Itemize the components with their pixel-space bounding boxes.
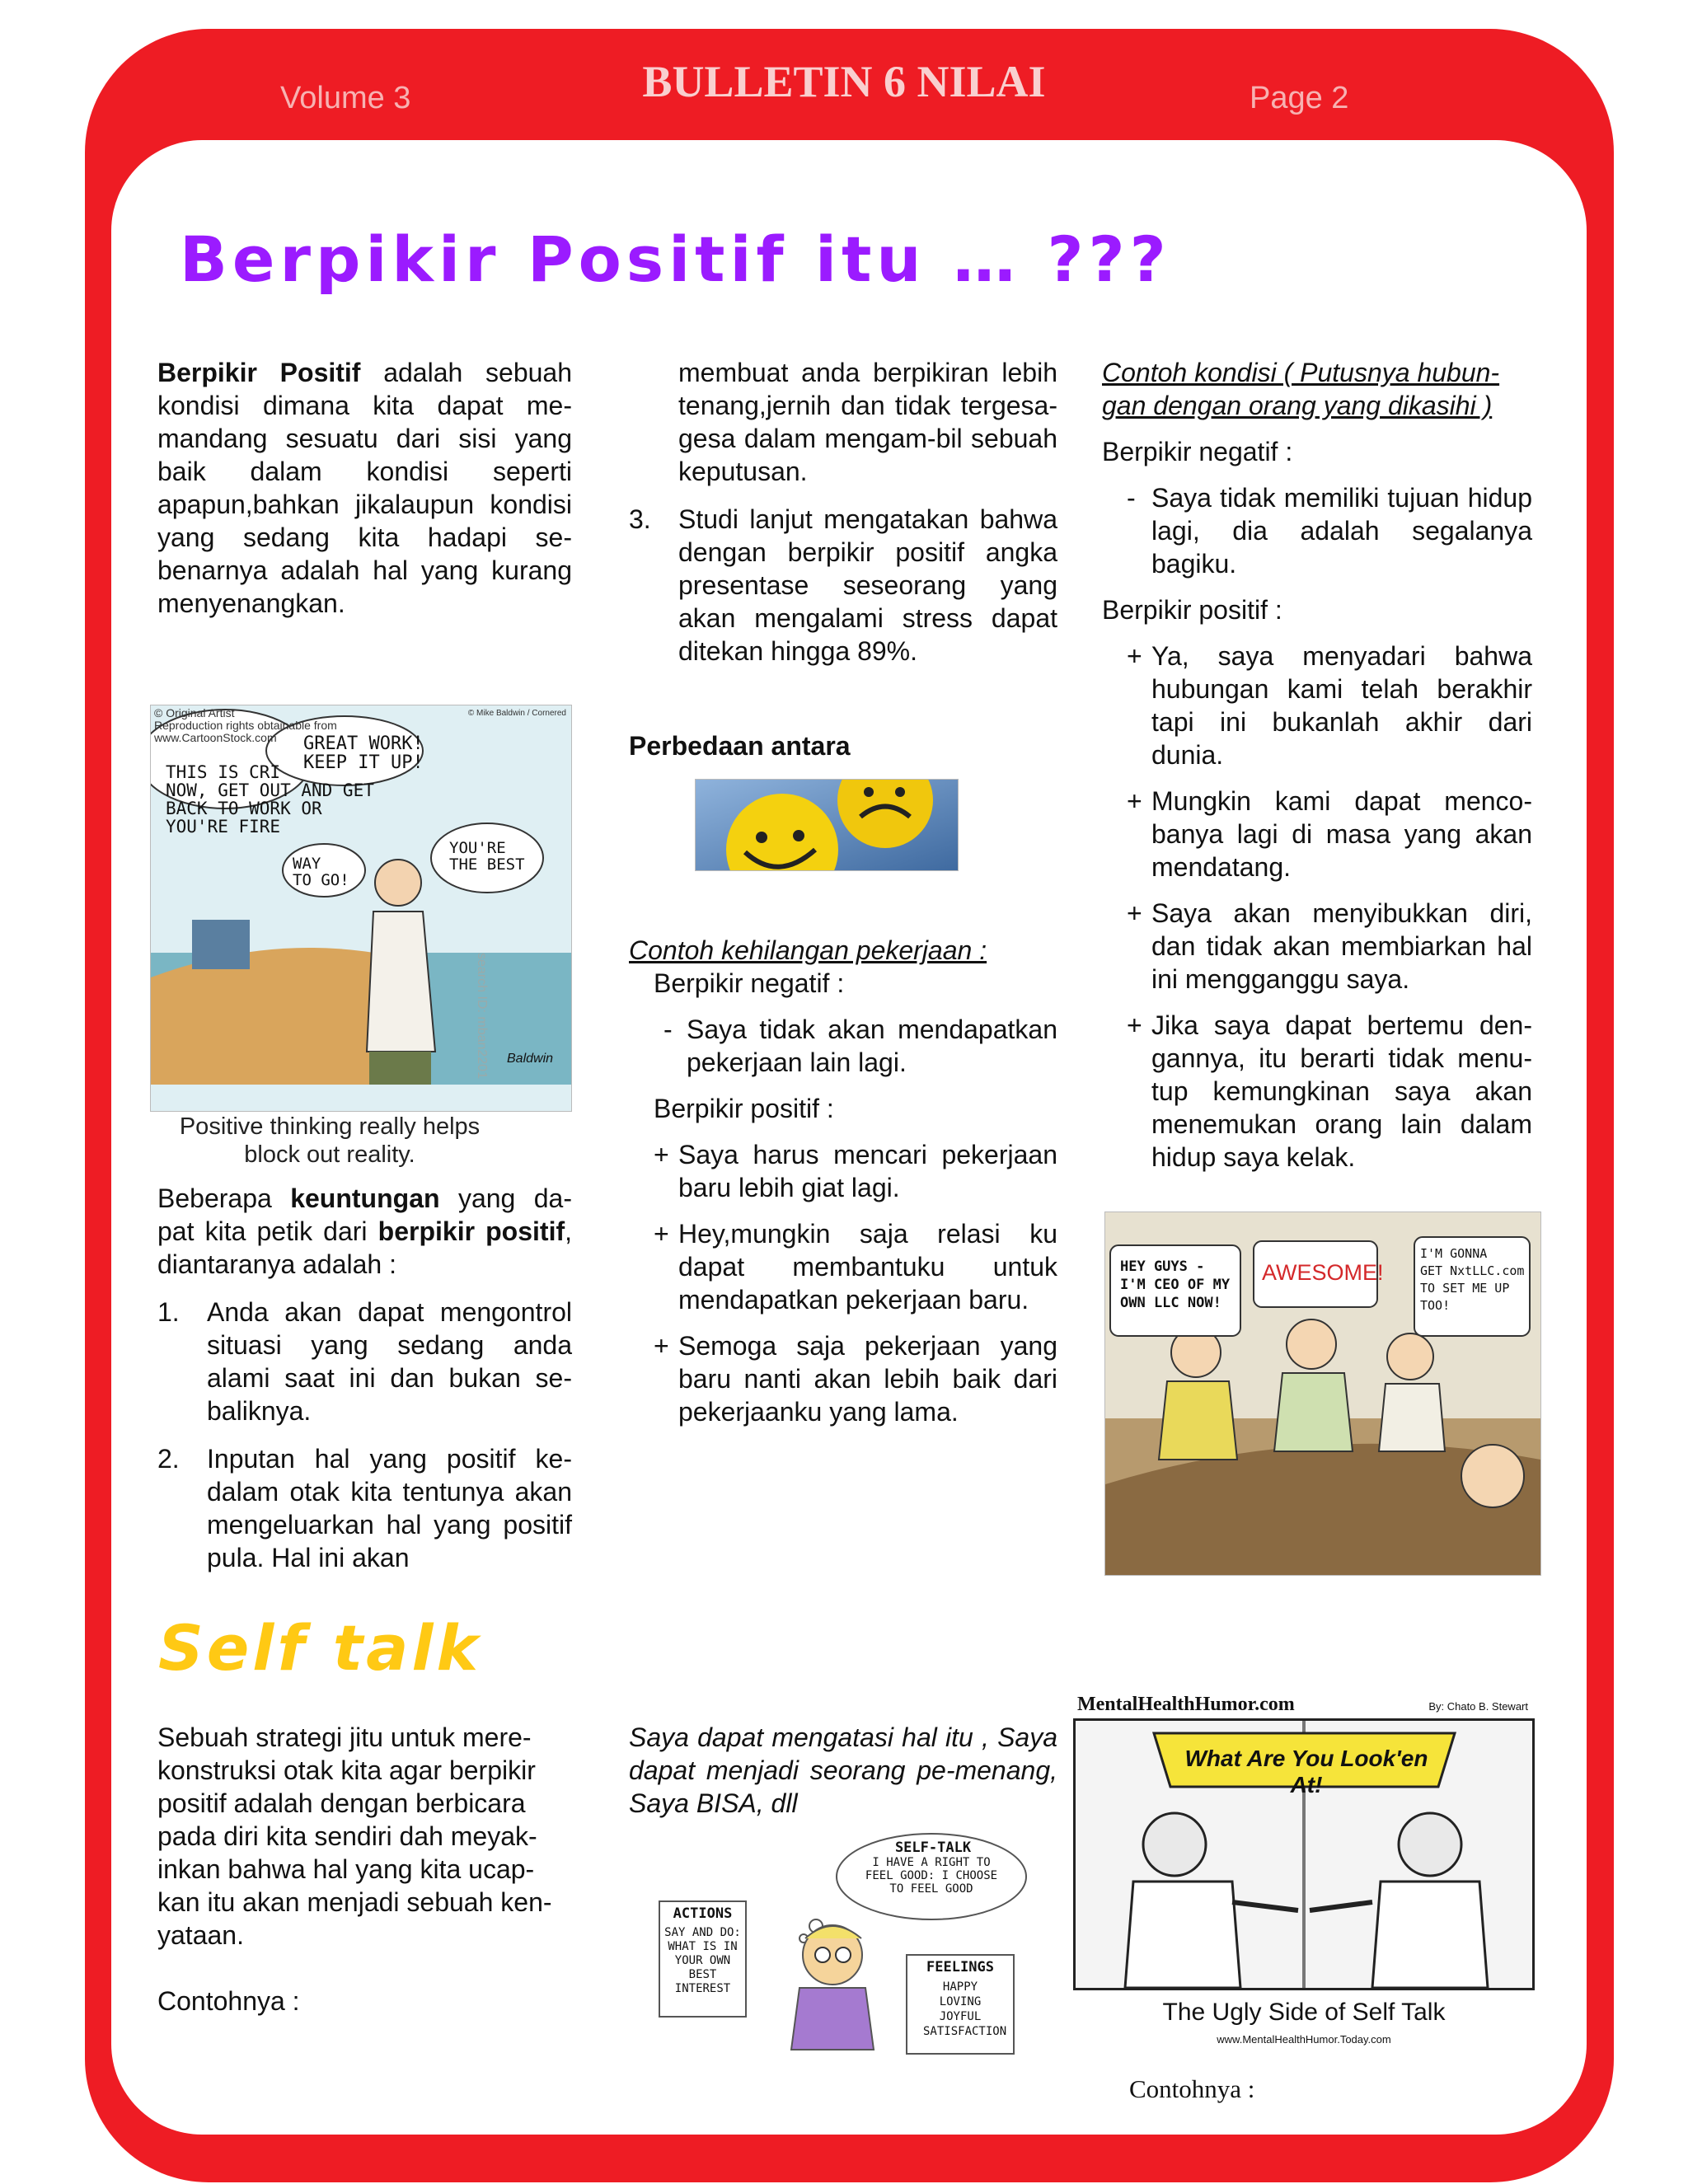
job-positive-label: Berpikir positif : [654, 1094, 834, 1123]
cartoon1-copyright: © Original Artist Reproduction rights obtainable from www.CartoonStock.com [154, 706, 337, 744]
cartoon-bar-llc [1104, 1212, 1541, 1576]
bar-bubble-2: AWESOME! [1262, 1260, 1384, 1285]
item-text: Saya akan menyibukkan diri, dan tidak akan membiarkan hal ini mengganggu saya. [1151, 898, 1532, 994]
benefit-text: Inputan hal yang positif ke-dalam otak kita tentunya akan mengeluarkan hal yang positif pula. Hal ini akan [207, 1444, 572, 1572]
job-positive-item [654, 1217, 1057, 1316]
bullet-symbol: + [1127, 1010, 1142, 1040]
cartoon1-watermark: search ID: mban2201 [475, 953, 489, 1079]
self-talk-body [157, 1721, 572, 2018]
volume-label: Volume 3 [280, 81, 411, 115]
thought-bubble-3: YOU'RE THE BEST [449, 839, 525, 874]
benefit-number: 1. [157, 1297, 180, 1327]
breakup-negative-label: Berpikir negatif : [1102, 437, 1293, 466]
bullet-symbol: + [1127, 898, 1142, 928]
benefit-item-2 [157, 1442, 572, 1574]
feelings-label: FEELINGS [926, 1959, 994, 1975]
benefits-intro [157, 1182, 572, 1281]
breakup-negative-list [1102, 481, 1532, 580]
self-talk-paragraph: Sebuah strategi jitu untuk mere-konstruksi otak kita agar berpikir positif adalah dengan berbicara pada diri kita sendiri dah meyak-inkan bahwa hal yang kita ucap-kan itu akan menjadi sebuah ken-yataan. [157, 1722, 552, 1950]
benefits-section [157, 1182, 572, 1574]
cartoon1-signature: Baldwin [507, 1052, 554, 1066]
column-1 [157, 356, 572, 620]
job-negative-label: Berpikir negatif : [654, 968, 845, 998]
cartoon3-bubble: What Are You Look'en At! [1184, 1746, 1428, 1797]
bullet-symbol: + [1127, 641, 1142, 671]
breakup-positive-label: Berpikir positif : [1102, 595, 1282, 625]
item-text: Saya tidak akan mendapatkan pekerjaan lain lagi. [687, 1015, 1057, 1077]
thought-bubble-2: WAY TO GO! [293, 855, 349, 889]
cartoon1-credit: © Mike Baldwin / Cornered [467, 709, 566, 718]
job-loss-example [629, 934, 1057, 1428]
benefits-text-3: , diantaranya adalah : [157, 1216, 573, 1279]
contohnya-label-1: Contohnya : [157, 1986, 300, 2016]
self-talk-quote: Saya dapat mengatasi hal itu , Saya dapat menjadi seorang pe-menang, Saya BISA, dll [629, 1722, 1057, 1818]
item-text: Ya, saya menyadari bahwa hubungan kami telah berakhir tapi ini bukanlah akhir dari dunia. [1151, 641, 1532, 770]
breakup-positive-item [1127, 897, 1532, 996]
cartoon3-author: By: Chato B. Stewart [1428, 1700, 1528, 1713]
breakup-positive-item [1127, 1009, 1532, 1174]
benefits-text-2: yang da-pat kita petik dari [157, 1183, 573, 1246]
breakup-positive-item [1127, 640, 1532, 771]
intro-paragraph [157, 356, 572, 620]
cartoon3-panel [1073, 1718, 1535, 1990]
benefit-item-2-continued: membuat anda berpikiran lebih tenang,jernih dan tidak tergesa-gesa dalam mengam-bil sebuah keputusan. [678, 358, 1057, 486]
intro-text: adalah sebuah kondisi dimana kita dapat me-mandang sesuatu dari sisi yang baik dalam kondisi seperti apapun,bahkan jikalaupun kondisi yang sedang kita hadapi se-benarnya adalah hal yang kurang menyenangkan. [157, 358, 572, 618]
job-positive-list [629, 1138, 1057, 1428]
boss-speech-bubble: THIS IS CRI NOW, GET OUT AND GET BACK TO WORK OR YOU'RE FIRE [166, 762, 374, 837]
job-positive-item [654, 1138, 1057, 1204]
perbedaan-heading: Perbedaan antara [629, 731, 851, 761]
job-loss-title: Contoh kehilangan pekerjaan : [629, 935, 987, 965]
item-text: Saya harus mencari pekerjaan baru lebih giat lagi. [678, 1140, 1057, 1202]
self-talk-title: Self talk [158, 1611, 482, 1685]
item-text: Hey,mungkin saja relasi ku dapat membantuku untuk mendapatkan pekerjaan baru. [678, 1219, 1057, 1315]
bullet-symbol: + [1127, 786, 1142, 816]
bullet-symbol: + [654, 1219, 669, 1249]
benefit-text: Studi lanjut mengatakan bahwa dengan berpikir positif angka presentase seseorang yang akan mengalami stress dapat ditekan hingga 89%. [678, 504, 1057, 666]
main-title: Berpikir Positif itu … ??? [180, 223, 1171, 296]
cartoon-ugly-side [1073, 1694, 1535, 2056]
cartoon3-site: MentalHealthHumor.com [1077, 1694, 1295, 1715]
benefits-bold-1: keuntungan [290, 1183, 440, 1213]
intro-bold: Berpikir Positif [157, 358, 361, 387]
benefits-bold-2: berpikir positif [377, 1216, 565, 1246]
self-talk-text: I HAVE A RIGHT TO FEEL GOOD: I CHOOSE TO FEEL GOOD [865, 1856, 998, 1896]
cartoon3-url: www.MentalHealthHumor.Today.com [1217, 2033, 1391, 2046]
bullet-symbol: + [654, 1331, 669, 1361]
benefit-item-3 [629, 503, 1057, 668]
column-2 [629, 356, 1057, 668]
bullet-symbol: - [663, 1015, 673, 1044]
bar-bubble-3: I'M GONNA GET NxtLLC.com TO SET ME UP TOO! [1420, 1246, 1525, 1313]
job-negative-item [663, 1013, 1057, 1079]
job-positive-item [654, 1329, 1057, 1428]
benefit-number: 2. [157, 1444, 180, 1474]
benefit-item-1 [157, 1296, 572, 1427]
breakup-negative-item [1127, 481, 1532, 580]
bullet-symbol: - [1127, 483, 1136, 513]
column-3 [1102, 356, 1532, 1174]
breakup-title: Contoh kondisi ( Putusnya hubun-gan dengan orang yang dikasihi ) [1102, 358, 1500, 420]
cartoon3-caption: The Ugly Side of Self Talk [1162, 1999, 1446, 2026]
smiley-image [695, 779, 959, 871]
item-text: Semoga saja pekerjaan yang baru nanti akan lebih baik dari pekerjaanku yang lama. [678, 1331, 1057, 1427]
thought-bubble-1: GREAT WORK! KEEP IT UP! [303, 733, 424, 773]
contohnya-label-2: Contohnya : [1129, 2074, 1255, 2103]
benefits-text-1: Beberapa [157, 1183, 291, 1213]
item-text: Jika saya dapat bertemu den-gannya, itu berarti tidak menu-tup kemungkinan saya akan menemukan orang lain dalam hidup saya kelak. [1151, 1010, 1532, 1172]
self-talk-label: SELF-TALK [894, 1840, 972, 1856]
job-negative-list [629, 1013, 1057, 1079]
benefit-number: 3. [629, 504, 651, 534]
smiley-illustration [696, 780, 958, 870]
page-label: Page 2 [1250, 81, 1349, 115]
bullet-symbol: + [654, 1140, 669, 1169]
item-text: Mungkin kami dapat menco-banya lagi di masa yang akan mendatang. [1151, 786, 1532, 882]
item-text: Saya tidak memiliki tujuan hidup lagi, dia adalah segalanya bagiku. [1151, 483, 1532, 579]
breakup-positive-item [1127, 785, 1532, 883]
feelings-text: HAPPY LOVING JOYFUL SATISFACTION [923, 1980, 1007, 2038]
benefit-text: Anda akan dapat mengontrol situasi yang sedang anda alami saat ini dan bukan se-baliknya. [207, 1297, 572, 1426]
bulletin-title: BULLETIN 6 NILAI [642, 57, 1046, 106]
cartoon1-caption: Positive thinking really helps block out reality. [179, 1113, 481, 1168]
actions-text: SAY AND DO: WHAT IS IN YOUR OWN BEST INTEREST [664, 1926, 741, 1995]
actions-label: ACTIONS [673, 1905, 733, 1922]
self-talk-diagram [655, 1831, 1034, 2060]
cartoon-positive-thinking [150, 705, 572, 1112]
bar-bubble-1: HEY GUYS - I'M CEO OF MY OWN LLC NOW! [1120, 1258, 1231, 1311]
breakup-positive-list [1102, 640, 1532, 1174]
